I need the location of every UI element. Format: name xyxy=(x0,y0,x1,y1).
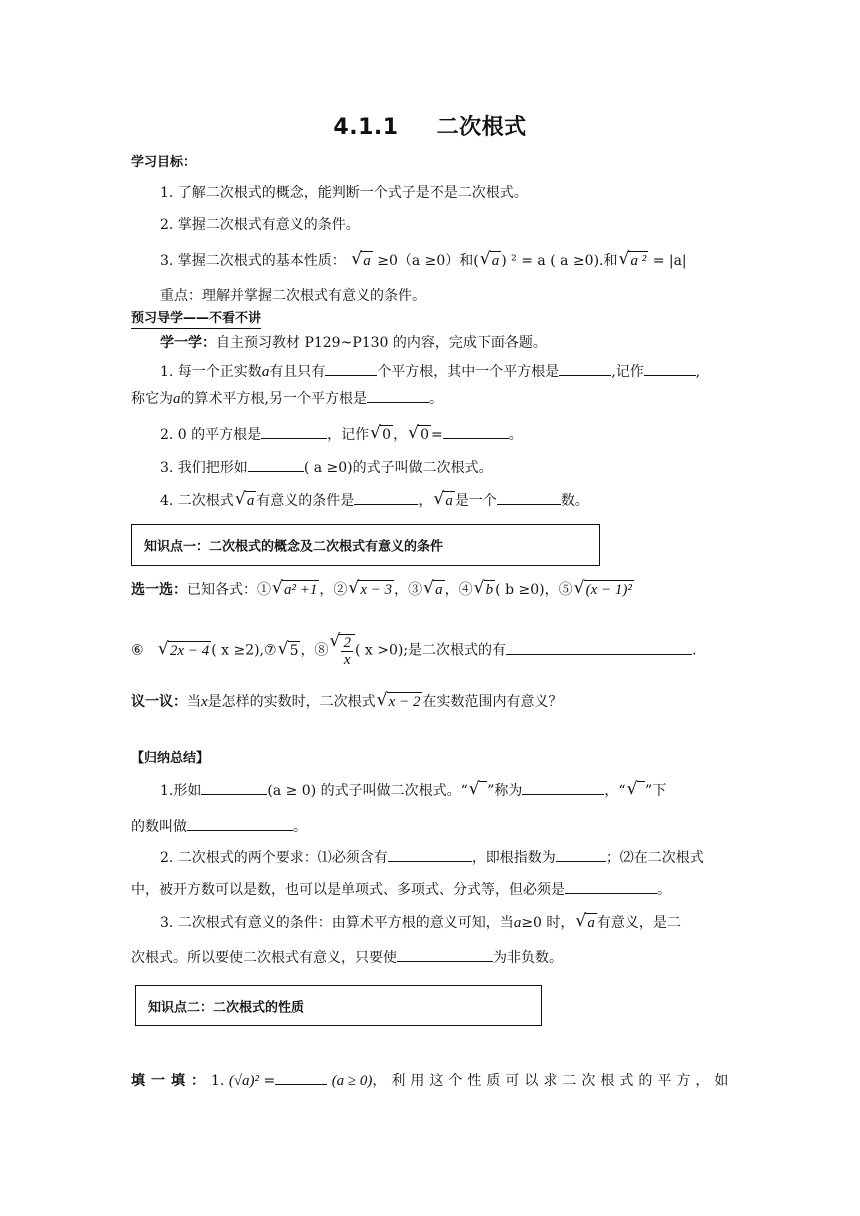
q3-text-b: ( a ≥0)的式子叫做二次根式。 xyxy=(303,460,493,476)
answer-blank[interactable] xyxy=(506,640,692,655)
blank-field[interactable] xyxy=(443,424,509,439)
q1-text-h: 。 xyxy=(428,391,443,407)
expr-1: √ a² +1 xyxy=(273,580,319,600)
q4-text-d: 是一个 xyxy=(454,493,497,509)
s3-text-a: 3. 二次根式有意义的条件：由算术平方根的意义可知，当 xyxy=(160,915,514,931)
discuss-label: 议一议： xyxy=(131,694,187,710)
summary-p1-line1 xyxy=(160,780,666,801)
blank-field[interactable] xyxy=(325,361,377,376)
q1-text-a: 1. 每一个正实数 xyxy=(160,364,262,380)
blank-field[interactable] xyxy=(565,879,657,894)
question-1-line1 xyxy=(160,361,700,382)
objective-3 xyxy=(160,251,687,271)
q4-text-a: 4. 二次根式 xyxy=(160,493,234,509)
expr-7: √ 5 xyxy=(279,641,301,661)
blank-field[interactable] xyxy=(367,388,429,403)
s3-text-e: 为非负数。 xyxy=(493,950,563,966)
discuss-expr: √ x − 2 xyxy=(378,692,423,712)
sqrt-a2-expr: √ a ² xyxy=(619,251,648,271)
learn-text: 自主预习教材 P129~P130 的内容，完成下面各题。 xyxy=(216,335,547,351)
select-sep-3: ，③ xyxy=(394,582,423,598)
select-sep-8: ，⑧ xyxy=(300,642,329,659)
discuss-line xyxy=(131,692,562,712)
q1-text-e: , xyxy=(695,364,701,380)
expr-8: √ $\frac{2}{x}$ xyxy=(330,633,355,668)
q2-text-b: ，记作 xyxy=(327,427,370,443)
question-3 xyxy=(160,457,493,478)
expr-6: √ 2x − 4 xyxy=(159,641,211,661)
fill-text-c: ，利用这个性质可以求二次根式的平方，如 xyxy=(372,1073,734,1089)
q1-text-b: 有且只有 xyxy=(269,364,326,380)
fill-line xyxy=(131,1070,733,1091)
s2-text-a: 2. 二次根式的两个要求：⑴必须含有 xyxy=(160,850,388,866)
question-2 xyxy=(160,424,523,445)
q1-text-f: 称它为 xyxy=(131,391,173,407)
preview-heading: 预习导学——不看不讲 xyxy=(131,310,261,329)
summary-p2-line2 xyxy=(131,879,671,900)
s1-text-e: ”下 xyxy=(645,783,667,799)
select-sep-2: ，② xyxy=(319,582,348,598)
learn-label: 学一学： xyxy=(160,335,216,351)
select-sep-4: ，④ xyxy=(444,582,473,598)
blank-field[interactable] xyxy=(644,361,696,376)
q4-text-e: 数。 xyxy=(560,493,589,509)
discuss-text-c: 在实数范围内有意义？ xyxy=(422,694,563,710)
select-sep-6: ⑥ xyxy=(131,642,144,659)
q1-text-g: 的算术平方根,另一个平方根是 xyxy=(180,391,367,407)
s1-text-b: (a ≥ 0) 的式子叫做二次根式。“ xyxy=(267,783,468,799)
objectives-heading: 学习目标： xyxy=(131,155,197,170)
q4-text-c: ， xyxy=(418,493,433,509)
blank-field[interactable] xyxy=(397,947,493,962)
q1-text-d: ,记作 xyxy=(611,364,644,380)
blank-field[interactable] xyxy=(559,361,611,376)
fill-expr: (√a)² xyxy=(228,1073,260,1089)
s2-text-d: 中，被开方数可以是数，也可以是单项式、多项式、分式等，但必须是 xyxy=(131,882,565,898)
s2-text-b: ，即根指数为 xyxy=(471,850,556,866)
question-4 xyxy=(160,490,589,511)
sqrt-zero-2: √ 0 xyxy=(409,425,431,445)
knowledge-point-1-label: 知识点一：二次根式的概念及二次根式有意义的条件 xyxy=(144,539,444,555)
summary-p2-line1 xyxy=(160,847,704,868)
expr-4: √ b xyxy=(475,580,496,600)
radical-symbol-2 xyxy=(628,781,645,801)
select-sep-7: ( x ≥2),⑦ xyxy=(211,642,277,659)
q2-text-d: = xyxy=(431,427,443,443)
objective-3-abs: = |a| xyxy=(652,253,687,269)
s2-text-c: ；⑵在二次根式 xyxy=(605,850,704,866)
title-text: 二次根式 xyxy=(436,115,527,140)
expr-3: √ a xyxy=(424,580,445,600)
knowledge-point-1-box xyxy=(131,524,600,566)
sqrt-a-3: √ a xyxy=(576,913,597,933)
q2-text-a: 2. 0 的平方根是 xyxy=(160,427,262,443)
blank-field[interactable] xyxy=(261,424,327,439)
sqrt-a-expr: √ a xyxy=(352,251,373,271)
s1-text-c: ”称为 xyxy=(487,783,523,799)
fill-cond: (a ≥ 0) xyxy=(331,1073,373,1089)
q1-var: a xyxy=(261,364,270,380)
blank-field[interactable] xyxy=(275,1070,327,1085)
objective-3-prefix: 3. 掌握二次根式的基本性质： xyxy=(160,253,346,269)
summary-p3-line2 xyxy=(131,947,563,968)
blank-field[interactable] xyxy=(388,847,472,862)
s1-text-g: 。 xyxy=(293,819,307,835)
blank-field[interactable] xyxy=(187,816,293,831)
expr-5: √ (x − 1)² xyxy=(575,580,634,600)
key-point: 重点：理解并掌握二次根式有意义的条件。 xyxy=(160,288,426,304)
knowledge-point-2-label: 知识点二：二次根式的性质 xyxy=(148,1000,305,1015)
blank-field[interactable] xyxy=(522,780,604,795)
objective-2: 2. 掌握二次根式有意义的条件。 xyxy=(160,217,360,233)
radical-symbol xyxy=(470,781,487,801)
summary-p3-line1 xyxy=(160,913,681,933)
objective-1: 1. 了解二次根式的概念，能判断一个式子是不是二次根式。 xyxy=(160,185,528,201)
s3-text-d: 次根式。所以要使二次根式有意义，只要使 xyxy=(131,950,397,966)
fill-text-a: 1. xyxy=(211,1073,225,1089)
objective-3-ge0: ≥0（ xyxy=(377,253,412,269)
s2-text-e: 。 xyxy=(657,882,671,898)
s1-text-f: 的数叫做 xyxy=(131,819,187,835)
select-intro: 已知各式：① xyxy=(187,582,271,598)
discuss-text-a: 当 xyxy=(187,694,201,710)
q4-text-b: 有意义的条件是 xyxy=(256,493,355,509)
select-line-1 xyxy=(131,580,634,600)
discuss-var: x xyxy=(201,694,208,710)
discuss-text-b: 是怎样的实数时，二次根式 xyxy=(207,694,376,710)
q1-var-2: a xyxy=(173,391,181,407)
s1-text-d: ，“ xyxy=(604,783,626,799)
objective-3-rest: ) ² = a ( a ≥0).和 xyxy=(501,253,618,269)
select-end: . xyxy=(692,642,697,659)
select-line-2 xyxy=(131,633,697,668)
fill-label: 填一填： xyxy=(131,1073,211,1089)
blank-field[interactable] xyxy=(201,780,267,795)
sqrt-a: √ a xyxy=(236,491,257,511)
learn-line xyxy=(160,333,547,353)
s3-text-b: ≥0 时， xyxy=(521,915,575,931)
blank-field[interactable] xyxy=(556,847,606,862)
question-1-line2 xyxy=(131,388,443,409)
q1-text-c: 个平方根，其中一个平方根是 xyxy=(377,364,560,380)
objective-3-cond: a ≥0）和( xyxy=(411,253,479,269)
sqrt-zero: √ 0 xyxy=(371,425,393,445)
summary-heading: 【归纳总结】 xyxy=(131,751,210,766)
fill-eq: = xyxy=(263,1073,276,1089)
knowledge-point-2-box xyxy=(135,985,542,1026)
q3-text-a: 3. 我们把形如 xyxy=(160,460,248,476)
q2-text-c: ， xyxy=(393,427,408,443)
sqrt-a-2: √ a xyxy=(434,491,455,511)
select-sep-9: ( x >0);是二次根式的有 xyxy=(354,642,507,659)
select-label: 选一选： xyxy=(131,582,187,598)
q2-text-e: 。 xyxy=(508,427,523,443)
select-sep-5: ( b ≥0)，⑤ xyxy=(495,582,573,598)
s3-text-c: 有意义，是二 xyxy=(596,915,681,931)
s3-var: a xyxy=(513,915,522,931)
sqrt-a-squared: √ a xyxy=(481,251,502,271)
blank-field[interactable] xyxy=(248,457,304,472)
blank-field[interactable] xyxy=(497,490,561,505)
expr-2: √ x − 3 xyxy=(349,580,394,600)
page-title xyxy=(0,110,860,141)
blank-field[interactable] xyxy=(354,490,418,505)
s1-text-a: 1.形如 xyxy=(160,783,202,799)
section-number: 4.1.1 xyxy=(333,115,399,140)
summary-p1-line2 xyxy=(131,816,307,837)
